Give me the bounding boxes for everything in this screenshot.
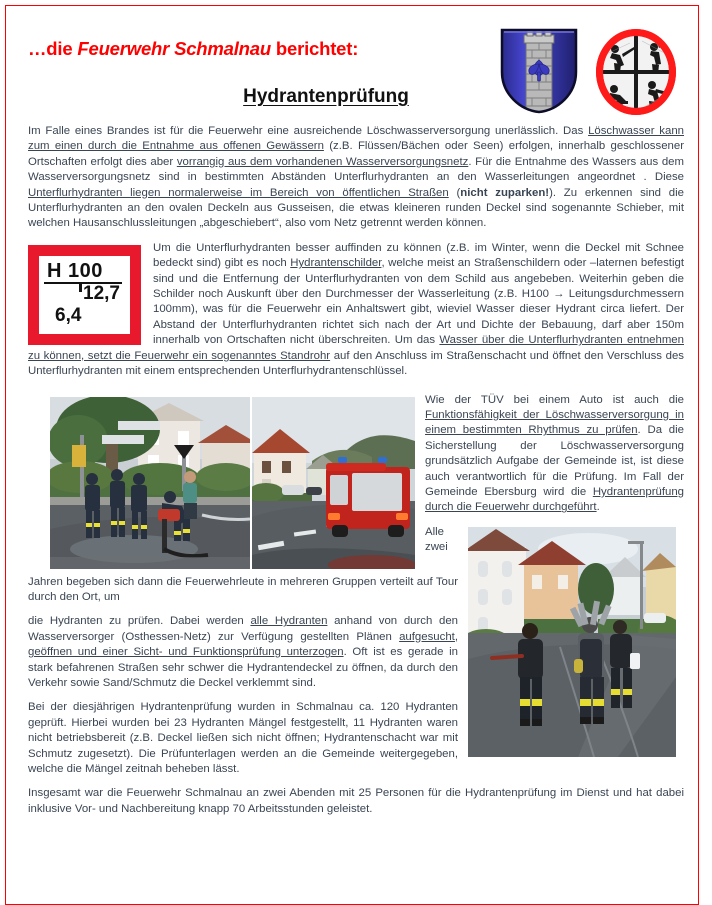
section-inspection [28,393,684,818]
feuerwehr-emblem-icon [592,27,680,117]
section-hydrant-signs [28,241,684,389]
text-run: ). Zu erkennen sind die Unterflurhydranten an den ovalen Deckeln aus Gusseisen, die etwas kleineren runden Deckel sind sogenannte Schieber, mit welchen Hausanschlussleitungen „abgeschiebert“, also vom Netz getrennt werden können. [28,186,684,230]
bold-run: nicht zuparken! [460,186,550,199]
firefighters-checking-hydrant-photo [50,397,250,569]
text-run: . Da die Sicherstellung der Löschwasserversorgung grundsätzlich Aufgabe der Gemeinde ist, ist diese auch verantwortlich für die Prüfung. Im Fall der Gemeinde Ebersburg wird die [425,424,684,498]
underlined-run: Löschwasser kann zum einen durch die Entnahme aus offenen Gewässern [28,125,684,153]
underlined-run: Wasser über die Unterflurhydranten entnehmen zu können, setzt die Feuerwehr ein sogenanntes Standrohr [28,334,684,362]
text-run: auf den Anschluss im Straßenschacht und öffnet den Verschluss des Unterflurhydranten mit einem entsprechenden Unterflurhydrantenschlüssel. [28,349,684,378]
text-run: , welche meist an Straßenschildern oder –laternen befestigt sind und die Entfernung der Unterflurhydranten von dem Schild aus angebeben. Weiterhin geben die Schilder noch Auskunft über den Durchmesser der Wasserleitung (z.B. H100 → Leitungsdurchmessern 100mm), was für die Feuerwehr ein Anhaltswert gibt, wieviel Wasser dieser Hydrant circa liefert. Der Abstand der Unterflurhydranten richtet sich nach der Art und Dichte der Bebauung, darf aber 150m innerhalb von Ortschaften nicht überschreiten. Um das [153,257,684,347]
text-run: die Hydranten zu prüfen. Dabei werden [28,615,251,628]
firefighters-walking-street-photo [468,527,676,757]
kicker-prefix: …die [28,38,78,59]
page-title: Hydrantenprüfung [243,86,409,107]
underlined-run: Funktionsfähigkeit der Löschwasserversorgung in einem bestimmten Rhythmus zu prüfen [425,408,684,437]
underlined-run: alle Hydranten [250,615,328,628]
hydrant-sign-distance-right: 12,7 [83,282,120,304]
hydrant-sign-distance-left: 6,4 [55,304,82,326]
logo-group [494,24,684,116]
fire-truck-on-village-road-photo [252,397,415,569]
underlined-run: Hydrantenprüfung durch die Feuerwehr durchgeführt [425,485,684,514]
hydrant-sign-graphic [28,245,141,345]
text-run: anhand von durch den Wasserversorger (Osthessen-Netz) zur Verfügung gestellten Plänen [28,615,458,643]
document-body [6,124,698,817]
kicker-emphasis: Feuerwehr Schmalnau [77,38,271,59]
text-run: . Oft ist es gerade in stark befahrenen Straßen sehr schwer die Hydrantendeckel zu öffnen, da durch den Verkehr sowie Sand/Schmutz die Deckel verklemmt sind. [28,646,458,689]
paragraph-results: Bei der diesjährigen Hydrantenprüfung wurden in Schmalnau ca. 120 Hydranten geprüft. Hierbei wurden bei 23 Hydranten Mängel festgestellt, 11 Hydranten waren nicht betriebsbereit (z.B. Deckel ließen sich nicht öffnen; Hydrantenschacht war mit Schmutz zugesetzt). Die Prüfunterlagen werden an die Gemeinde weitergegeben, welche die Mängel zeitnah beheben lässt. [28,701,458,775]
paragraph-summary: Insgesamt war die Feuerwehr Schmalnau an zwei Abenden mit 25 Personen für die Hydrantenprüfung im Dienst und hat dabei inklusive Vor- und Nachbereitung knapp 70 Arbeitsstunden geleistet. [28,787,684,815]
document-page [5,5,699,905]
hydrant-sign-diameter: H 100 [47,259,103,282]
underlined-run: vorrangig aus dem vorhandenen Wasserversorgungsnetz [176,155,469,168]
document-header [6,6,698,124]
kicker-suffix: berichtet: [270,38,359,59]
section-intro [28,124,684,232]
underlined-run: Unterflurhydranten liegen normalerweise im Bereich von öffentlichen Straßen [28,186,449,199]
ebersburg-coat-of-arms-icon [496,24,582,116]
paragraph-tour: Alle zwei Jahren begeben sich dann die Feuerwehrleute in mehreren Gruppen verteilt auf Tour durch den Ort, um [28,525,458,603]
underlined-run: aufgesucht, geöffnen und einer Sicht- und Funktionsprüfung unterzogen [28,630,458,659]
text-run: Im Falle eines Brandes ist für die Feuerwehr eine ausreichende Löschwasserversorgung unerlässlich. Das [28,125,589,137]
paragraph-intro [28,124,684,232]
hydrant-sign-tick [79,282,82,292]
text-run: . [596,501,600,514]
kicker-line [28,38,358,60]
text-run: (z.B. Flüssen/Bächen oder Seen) erfolgen, innerhalb geschlossener Ortschaften erfolgt dies aber [28,140,684,168]
text-run: Wie der TÜV bei einem Auto ist auch die [425,393,684,406]
text-run: . Für die Entnahme des Wassers aus dem Wasserversorgungsnetz sind in bestimmten Abständen Unterflurhydranten an den Wasserleitungen angeordnet . Diese [28,155,684,184]
text-run: Um die Unterflurhydranten besser auffinden zu können (z.B. im Winter, wenn die Deckel mit Schnee bedeckt sind) gibt es noch [153,241,684,270]
underlined-run: Hydrantenschilder [290,257,382,270]
text-run: ( [448,186,461,199]
